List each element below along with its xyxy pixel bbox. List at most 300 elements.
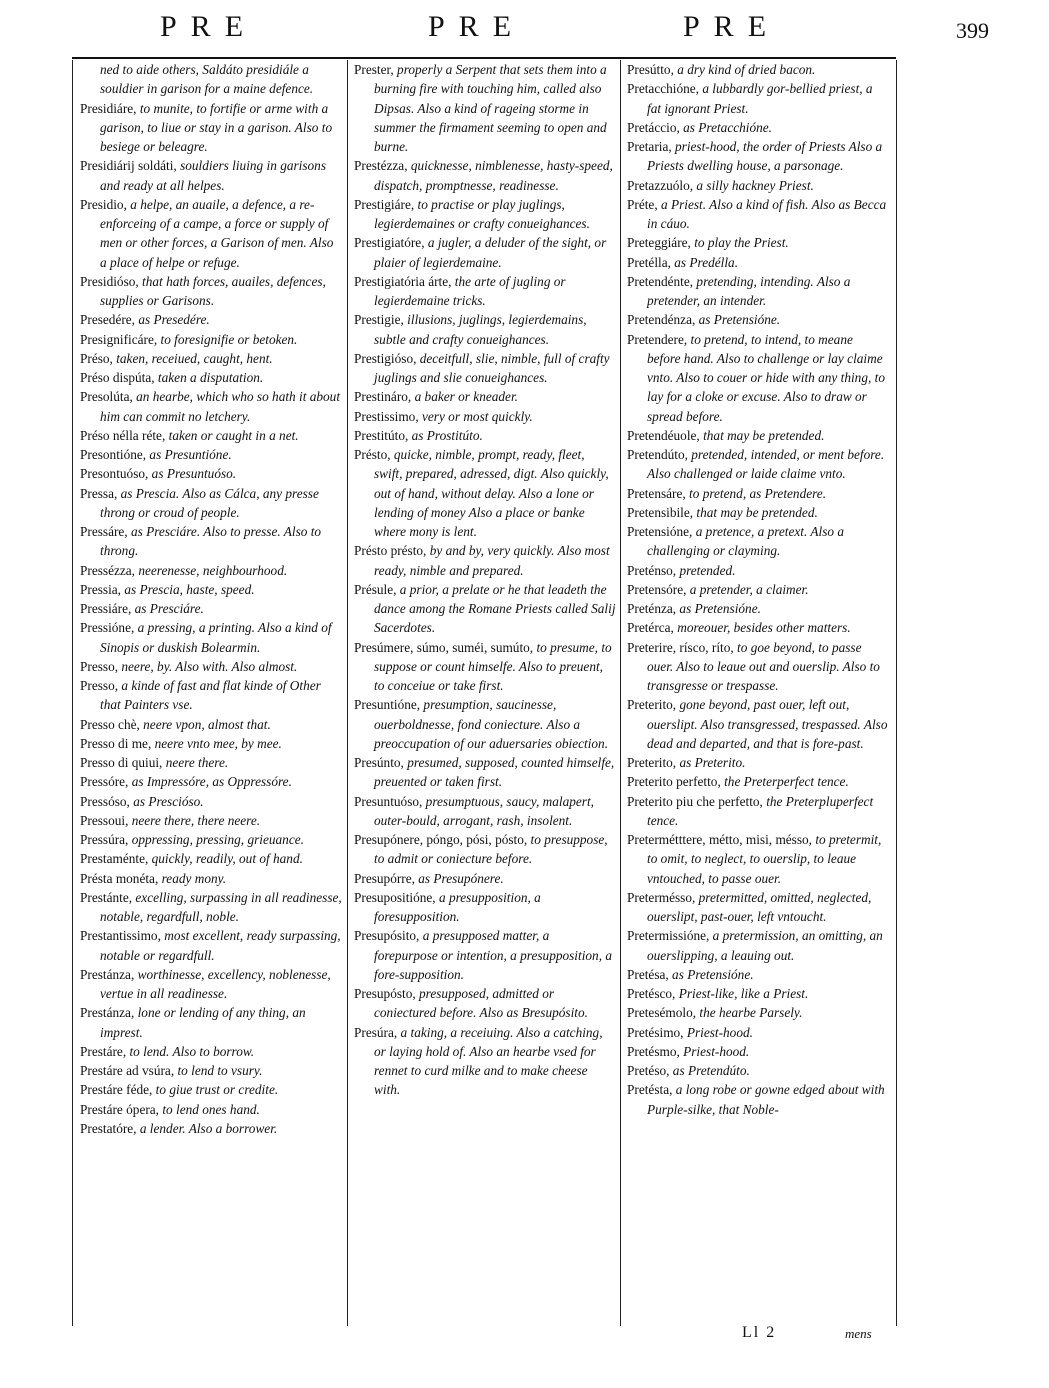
headword: Presontióne,: [80, 447, 147, 462]
dictionary-entry: [627, 60, 889, 79]
definition: neere there.: [162, 755, 229, 770]
dictionary-entry: [627, 638, 889, 696]
definition: pretended, intended, or ment before. Also challenged or laide claime vnto.: [647, 447, 885, 482]
headword: Prestigiatóre,: [354, 235, 425, 251]
definition: the Preterpluperfect tence.: [647, 793, 874, 828]
definition: to pretermit, to omit, to neglect, to ouerslip, to leaue vntouched, to passe ouer.: [647, 832, 882, 886]
dictionary-entry: [627, 888, 889, 927]
definition: pretermitted, omitted, neglected, ouerslipt, past-ouer, left vntoucht.: [647, 889, 872, 924]
dictionary-entry: [627, 984, 889, 1003]
dictionary-entry: [627, 522, 889, 561]
headword: Prestaménte,: [80, 851, 149, 867]
headword: Pressáre,: [80, 524, 128, 539]
dictionary-entry: [354, 60, 616, 156]
dictionary-entry: [354, 156, 616, 195]
headword: Pressúra,: [80, 832, 129, 847]
headword: Presúmere, súmo, suméi, sumúto,: [354, 639, 534, 655]
headword: Preterito,: [627, 697, 677, 713]
definition: to lend ones hand.: [159, 1101, 260, 1117]
definition: to presuppose, to admit or coniecture before.: [374, 832, 608, 867]
dictionary-entry: [80, 426, 342, 445]
dictionary-entry: [80, 330, 342, 349]
dictionary-entry: [627, 253, 889, 272]
headword: Pretélla,: [627, 254, 671, 270]
definition: as Pretacchióne.: [679, 119, 772, 135]
headword: Presidio,: [80, 196, 127, 212]
headword: Pretaria,: [627, 139, 672, 154]
definition: a taking, a receiuing. Also a catching, or laying hold of. Also an hearbe vsed for rennet to curd milke and to make cheese with.: [374, 1024, 603, 1098]
headword: Presupósito,: [354, 928, 420, 944]
headword: Presso,: [80, 658, 119, 674]
dictionary-entry: [80, 849, 342, 868]
definition: very or most quickly.: [418, 408, 533, 424]
dictionary-entry: [627, 792, 889, 831]
running-head-center: PRE: [428, 10, 526, 43]
definition: pretended.: [676, 562, 736, 578]
headword: Presidióso,: [80, 273, 139, 289]
dictionary-entry: [80, 310, 342, 329]
dictionary-entry: [80, 464, 342, 483]
column-3: [627, 60, 889, 1119]
running-head-right: PRE: [683, 10, 781, 43]
dictionary-entry: [627, 445, 889, 484]
dictionary-entry: [627, 965, 889, 984]
definition: illusions, juglings, legierdemains, subtle and crafty conueighances.: [374, 312, 587, 347]
dictionary-entry: [80, 1061, 342, 1080]
definition: moreouer, besides other matters.: [673, 620, 851, 636]
headword: Pretermésso,: [627, 889, 696, 905]
column-rule-2: [620, 60, 621, 1326]
dictionary-entry: [354, 445, 616, 541]
headword: Prestáre ópera,: [80, 1101, 160, 1117]
definition: as Presuntuóso.: [148, 466, 237, 482]
dictionary-entry: [80, 1100, 342, 1119]
dictionary-entry: [80, 676, 342, 715]
dictionary-entry: [80, 349, 342, 368]
headword: Pressoui,: [80, 812, 129, 828]
definition: as Presciáre.: [131, 601, 204, 616]
headword: Prestigióso,: [354, 350, 417, 366]
headword: Présto présto,: [354, 543, 427, 559]
dictionary-entry: [627, 1023, 889, 1042]
column-rule-right: [896, 60, 897, 1326]
headword: Prestáre féde,: [80, 1082, 153, 1098]
dictionary-entry: [80, 599, 342, 618]
headword: Preterito piu che perfetto,: [627, 793, 763, 809]
definition: to foresignifie or betoken.: [157, 331, 298, 347]
headword: Prestáre ad vsúra,: [80, 1063, 175, 1078]
headword: Préso,: [80, 350, 113, 366]
definition: as Predélla.: [670, 254, 739, 270]
definition: worthinesse, excellency, noblenesse, vertue in all readinesse.: [100, 966, 331, 1001]
dictionary-entry: [627, 503, 889, 522]
definition: ready mony.: [158, 870, 227, 886]
dictionary-entry: [80, 772, 342, 791]
headword: Pretazzuólo,: [627, 177, 694, 193]
headword: Prestáre,: [80, 1043, 127, 1059]
definition: presupposed, admitted or coniectured before. Also as Bresupósito.: [374, 986, 588, 1021]
definition: Priest-hood.: [679, 1043, 750, 1059]
definition: a kinde of fast and flat kinde of Other that Painters vse.: [100, 678, 321, 713]
headword: Presupósto,: [354, 986, 416, 1001]
dictionary-entry: [627, 330, 889, 426]
dictionary-entry: [354, 426, 616, 445]
headword: Présule,: [354, 581, 397, 597]
headword: Prestánza,: [80, 966, 135, 982]
definition: a long robe or gowne edged about with Purple-silke, that Noble-: [647, 1082, 885, 1117]
headword: Pretérca,: [627, 620, 674, 636]
dictionary-entry: [80, 618, 342, 657]
signature-mark: Ll 2: [742, 1324, 777, 1341]
headword: Prestatóre,: [80, 1120, 137, 1136]
headword: Pretéso,: [627, 1063, 670, 1078]
headword: Presúra,: [354, 1024, 398, 1040]
definition: as Preterito.: [676, 755, 746, 770]
headword: Pretesémolo,: [627, 1005, 697, 1021]
definition: that may be pretended.: [693, 504, 818, 520]
definition: to giue trust or credite.: [152, 1082, 279, 1098]
definition: as Pretendúto.: [669, 1063, 750, 1078]
headword: Pretésa,: [627, 966, 669, 982]
headword: Prestigiatória árte,: [354, 273, 452, 289]
dictionary-entry: [80, 1042, 342, 1061]
definition: to practise or play juglings, legierdemaines or crafty conueighances.: [374, 196, 590, 231]
definition: a prior, a prelate or he that leadeth the dance among the Romane Priests called Salij Sacerdotes.: [374, 581, 616, 636]
dictionary-entry: [627, 1042, 889, 1061]
definition: neere, by. Also with. Also almost.: [118, 658, 298, 674]
dictionary-entry: [627, 753, 889, 772]
headword: Pressiáre,: [80, 601, 132, 616]
dictionary-entry: [627, 695, 889, 753]
headword: Pretésmo,: [627, 1043, 680, 1059]
dictionary-entry: [80, 60, 342, 99]
column-2: [354, 60, 616, 1100]
definition: as Prescia. Also as Cálca, any presse throng or croud of people.: [100, 485, 319, 520]
dictionary-entry: [627, 484, 889, 503]
dictionary-entry: [80, 387, 342, 426]
definition: a lubbardly gor-bellied priest, a fat ignorant Priest.: [647, 81, 873, 116]
dictionary-entry: [627, 176, 889, 195]
headword: Prester,: [354, 62, 394, 77]
headword: Presidiáre,: [80, 100, 137, 116]
headword: Preténza,: [627, 601, 677, 616]
running-head-left: PRE: [160, 10, 258, 43]
header-rule: [72, 57, 896, 59]
definition: taken, receiued, caught, hent.: [112, 350, 273, 366]
headword: Préte,: [627, 196, 658, 212]
dictionary-entry: [80, 445, 342, 464]
dictionary-entry: [80, 811, 342, 830]
headword: Presontuóso,: [80, 466, 149, 482]
definition: a baker or kneader.: [411, 389, 518, 405]
definition: most excellent, ready surpassing, notable or regardfull.: [100, 928, 341, 963]
definition: neere there, there neere.: [128, 812, 261, 828]
headword: Pressóre,: [80, 774, 129, 790]
definition: as Prostitúto.: [408, 427, 483, 443]
column-1: [80, 60, 342, 1138]
headword: Preténso,: [627, 562, 677, 578]
headword: Pretendéuole,: [627, 427, 700, 443]
definition: a jugler, a deluder of the sight, or plaier of legierdemaine.: [374, 235, 607, 270]
definition: as Presupónere.: [414, 870, 504, 886]
headword: Presuntióne,: [354, 697, 421, 713]
definition: that may be pretended.: [699, 427, 825, 443]
dictionary-entry: [354, 753, 616, 792]
dictionary-entry: [627, 272, 889, 311]
headword: Prestézza,: [354, 158, 408, 174]
definition: as Pretensióne.: [695, 312, 781, 328]
headword: Presútto,: [627, 62, 674, 77]
headword: Prestigie,: [354, 312, 404, 328]
headword: Pretacchióne,: [627, 81, 699, 97]
dictionary-entry: [354, 792, 616, 831]
definition: by and by, very quickly. Also most ready, nimble and prepared.: [374, 543, 610, 578]
dictionary-entry: [627, 233, 889, 252]
dictionary-entry: [627, 137, 889, 176]
dictionary-entry: [354, 272, 616, 311]
dictionary-entry: [354, 1023, 616, 1100]
dictionary-entry: [80, 888, 342, 927]
definition: that hath forces, auailes, defences, supplies or Garisons.: [100, 273, 326, 308]
definition: to munite, to fortifie or arme with a garison, to liue or stay in a garison. Also to besiege or beleagre.: [100, 100, 333, 154]
definition: as Impressóre, as Oppressóre.: [128, 774, 292, 790]
dictionary-entry: [354, 926, 616, 984]
definition: a pretence, a pretext. Also a challenging or clayming.: [647, 524, 845, 559]
headword: Pretermétttere, métto, misi, mésso,: [627, 832, 813, 847]
dictionary-entry: [627, 772, 889, 791]
definition: as Presciósо.: [129, 793, 204, 809]
dictionary-entry: [80, 484, 342, 523]
dictionary-entry: [354, 387, 616, 406]
catchword: mens: [845, 1326, 872, 1341]
definition: a presupposed matter, a forepurpose or intention, a presupposition, a fore-supposition.: [374, 928, 612, 982]
headword: Préso dispúta,: [80, 370, 155, 385]
definition: oppressing, pressing, grieuance.: [128, 832, 304, 847]
headword: Prestantissimo,: [80, 928, 161, 944]
dictionary-entry: [80, 965, 342, 1004]
headword: Prestigiáre,: [354, 196, 415, 212]
definition: Priest-like, like a Priest.: [675, 986, 809, 1001]
dictionary-entry: [80, 1003, 342, 1042]
definition: to goe beyond, to passe ouer. Also to leaue out and ouerslip. Also to transgresse or trespasse.: [647, 639, 880, 693]
headword: Pretendere,: [627, 331, 688, 347]
definition: souldiers liuing in garisons and ready at all helpes.: [100, 158, 327, 193]
definition: properly a Serpent that sets them into a burning fire with touching him, called also Dipsas. Also a kind of rageing storme in summer the firmament seeming to open and burne.: [374, 62, 607, 154]
headword: Pretésta,: [627, 1082, 673, 1098]
definition: presumptuous, saucy, malapert, outer-bould, arrogant, rash, insolent.: [374, 793, 594, 828]
headword: Preterito,: [627, 755, 677, 770]
definition: as Presciáre. Also to presse. Also to throng.: [100, 524, 322, 559]
dictionary-entry: [627, 926, 889, 965]
headword: Preterito perfetto,: [627, 774, 721, 790]
dictionary-entry: [354, 195, 616, 234]
definition: a pressing, a printing. Also a kind of Sinopis or duskish Bolearmin.: [100, 620, 332, 655]
dictionary-entry: [627, 1080, 889, 1119]
definition: as Presedére.: [135, 312, 210, 328]
definition: a lender. Also a borrower.: [136, 1120, 278, 1136]
definition: as Presuntióne.: [146, 447, 232, 462]
definition: to lend to vsury.: [174, 1063, 263, 1078]
definition: priest-hood, the order of Priests Also a Priests dwelling house, a parsonage.: [647, 139, 883, 174]
headword: Pretésimo,: [627, 1024, 684, 1040]
dictionary-entry: [627, 599, 889, 618]
headword: Presuntuóso,: [354, 793, 423, 809]
definition: presumption, saucinesse, ouerboldnesse, fond coniecture. Also a preoccupation of our aduersaries obiection.: [374, 697, 609, 751]
dictionary-entry: [627, 1003, 889, 1022]
dictionary-entry: [80, 792, 342, 811]
headword: Presso di me,: [80, 735, 152, 751]
definition: neere vpon, almost that.: [139, 716, 271, 732]
headword: Presignificáre,: [80, 331, 158, 347]
dictionary-entry: [354, 349, 616, 388]
headword: Pressióne,: [80, 620, 135, 636]
headword: Pretensióne,: [627, 524, 693, 539]
dictionary-entry: [627, 830, 889, 888]
dictionary-entry: [80, 830, 342, 849]
headword: Pretensóre,: [627, 581, 687, 597]
definition: to pretend, as Pretendere.: [685, 485, 827, 501]
definition: as Prescia, haste, speed.: [121, 581, 255, 597]
dictionary-entry: [354, 233, 616, 272]
headword: Pressa,: [80, 485, 118, 501]
headword: Pretendénza,: [627, 312, 696, 328]
dictionary-entry: [80, 522, 342, 561]
dictionary-entry: [627, 79, 889, 118]
definition: an hearbe, which who so hath it about him can commit no letchery.: [100, 389, 341, 424]
dictionary-entry: [627, 118, 889, 137]
definition: neere vnto mee, by mee.: [151, 735, 282, 751]
headword: Preteggiáre,: [627, 235, 691, 251]
definition: a Priest. Also a kind of fish. Also as Becca in cáuo.: [647, 196, 887, 231]
definition: neerenesse, neighbourhood.: [135, 562, 288, 578]
definition: to pretend, to intend, to meane before hand. Also to challenge or lay claime vnto. Also to couer or hide with any thing, to lay for a cloke or excuse. Also to draw or spread before.: [647, 331, 885, 424]
dictionary-entry: [80, 1119, 342, 1138]
page-number: 399: [956, 18, 989, 43]
dictionary-entry: [80, 580, 342, 599]
definition: the arte of jugling or legierdemaine tricks.: [374, 273, 566, 308]
definition: a silly hackney Priest.: [693, 177, 814, 193]
dictionary-entry: [80, 195, 342, 272]
dictionary-entry: [354, 541, 616, 580]
headword: Presso,: [80, 678, 119, 693]
dictionary-entry: [80, 1080, 342, 1099]
headword: Presupositióne,: [354, 889, 436, 905]
definition: quicknesse, nimblenesse, hasty-speed, dispatch, promptnesse, readinesse.: [374, 158, 613, 193]
definition: a dry kind of dried bacon.: [673, 62, 816, 77]
dictionary-entry: [80, 368, 342, 387]
dictionary-entry: [627, 580, 889, 599]
definition: as Pretensióne.: [676, 601, 761, 616]
definition: quicke, nimble, prompt, ready, fleet, swift, prepared, adressed, digt. Also quickly, out of hand, without delay. Also a lone or lending of money Also a place or banke where mony is lent.: [374, 447, 609, 539]
definition: ned to aide others, Saldáto presidiále a souldier in garison for a maine defence.: [100, 62, 314, 97]
dictionary-entry: [354, 984, 616, 1023]
dictionary-entry: [80, 657, 342, 676]
headword: Pretensibile,: [627, 504, 694, 520]
definition: deceitfull, slie, nimble, full of crafty juglings and slie conueighances.: [374, 350, 610, 385]
dictionary-entry: [627, 195, 889, 234]
definition: the Preterperfect tence.: [720, 774, 849, 790]
definition: to play the Priest.: [690, 235, 789, 251]
headword: Presupónere, póngo, pósi, pósto,: [354, 832, 528, 847]
dictionary-entry: [627, 561, 889, 580]
dictionary-entry: [80, 926, 342, 965]
definition: Priest-hood.: [683, 1024, 753, 1040]
dictionary-entry: [354, 888, 616, 927]
definition: excelling, surpassing in all readinesse, notable, regardfull, noble.: [100, 889, 342, 924]
dictionary-entry: [354, 869, 616, 888]
dictionary-entry: [354, 310, 616, 349]
headword: Pretésco,: [627, 986, 676, 1001]
definition: lone or lending of any thing, an imprest.: [100, 1005, 306, 1040]
headword: Preterire, rísco, ríto,: [627, 639, 734, 655]
headword: Presupórre,: [354, 870, 415, 886]
definition: taken or caught in a net.: [165, 427, 299, 443]
definition: quickly, readily, out of hand.: [148, 851, 303, 867]
dictionary-entry: [80, 734, 342, 753]
dictionary-entry: [354, 695, 616, 753]
headword: Pressézza,: [80, 562, 136, 578]
headword: Presso chè,: [80, 716, 140, 732]
dictionary-entry: [80, 715, 342, 734]
dictionary-entry: [627, 310, 889, 329]
dictionary-entry: [627, 618, 889, 637]
headword: Presso di quiui,: [80, 755, 163, 770]
dictionary-entry: [354, 638, 616, 696]
dictionary-entry: [627, 426, 889, 445]
definition: a helpe, an auaile, a defence, a re-enforceing of a campe, a force or supply of men or other forces, a Garison of men. Also a place of helpe or refuge.: [100, 196, 334, 270]
dictionary-entry: [354, 580, 616, 638]
dictionary-entry: [80, 99, 342, 157]
definition: a pretender, a claimer.: [686, 581, 809, 597]
definition: taken a disputation.: [154, 370, 264, 385]
headword: Prestináro,: [354, 389, 412, 405]
definition: presumed, supposed, counted himselfe, preuented or taken first.: [374, 755, 615, 790]
dictionary-entry: [354, 830, 616, 869]
dictionary-entry: [80, 753, 342, 772]
definition: as Pretensióne.: [668, 966, 754, 982]
dictionary-entry: [80, 869, 342, 888]
definition: a presupposition, a foresupposition.: [374, 889, 541, 924]
headword: Presedére,: [80, 312, 136, 328]
headword: Presúnto,: [354, 755, 404, 770]
headword: Prestánte,: [80, 889, 133, 905]
dictionary-entry: [80, 156, 342, 195]
headword: Pretermissióne,: [627, 928, 710, 944]
headword: Prestitúto,: [354, 427, 409, 443]
definition: to lend. Also to borrow.: [126, 1043, 255, 1059]
headword: Presolúta,: [80, 389, 133, 405]
headword: Pretáccio,: [627, 119, 680, 135]
headword: Presidiárij soldáti,: [80, 158, 177, 174]
column-rule-1: [347, 60, 348, 1326]
dictionary-entry: [80, 561, 342, 580]
definition: a pretermission, an omitting, an ouerslipping, a leauing out.: [647, 928, 883, 963]
headword: Prestissimo,: [354, 408, 419, 424]
headword: Pretendénte,: [627, 273, 694, 289]
headword: Pressia,: [80, 581, 121, 597]
definition: to presume, to suppose or count himselfe. Also to preuent, to conceiue or take first.: [374, 639, 612, 693]
definition: the hearbe Parsely.: [696, 1005, 803, 1021]
headword: Prestánza,: [80, 1005, 135, 1021]
headword: Pretensáre,: [627, 485, 686, 501]
dictionary-entry: [627, 1061, 889, 1080]
headword: Préso nélla réte,: [80, 427, 166, 443]
dictionary-entry: [354, 407, 616, 426]
headword: Présta monéta,: [80, 870, 159, 886]
headword: Présto,: [354, 447, 391, 462]
definition: pretending, intending. Also a pretender, an intender.: [647, 273, 851, 308]
headword: Pressóso,: [80, 793, 130, 809]
